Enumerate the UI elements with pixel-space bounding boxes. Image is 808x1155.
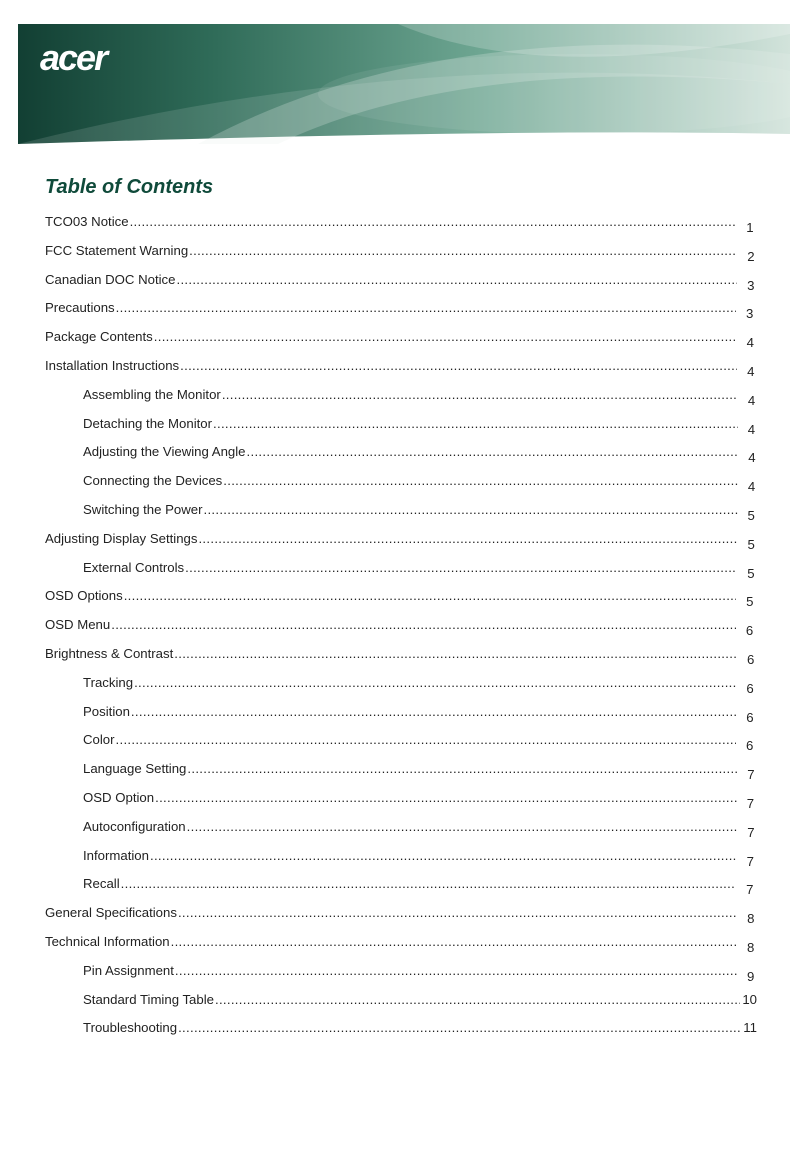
toc-dot-leader (116, 732, 736, 748)
toc-entry[interactable] (45, 819, 757, 848)
toc-entry-page: 6 (746, 680, 754, 696)
toc-entry-page: 7 (746, 795, 755, 811)
toc-entry-page: 3 (747, 277, 755, 293)
toc-entry[interactable] (45, 905, 757, 934)
toc-list (45, 214, 757, 1049)
toc-entry-page: 4 (746, 335, 754, 351)
toc-entry-page: 5 (746, 594, 754, 610)
toc-entry[interactable] (45, 790, 757, 819)
toc-entry[interactable] (45, 675, 757, 704)
toc-entry[interactable] (45, 214, 757, 243)
toc-entry[interactable] (45, 646, 757, 675)
toc-dot-leader (154, 329, 737, 345)
toc-entry-label: Canadian DOC Notice (45, 271, 176, 287)
acer-logo-icon (38, 40, 158, 80)
toc-dot-leader (215, 992, 740, 1008)
toc-entry-page: 5 (747, 536, 755, 552)
toc-entry-label: Pin Assignment (83, 962, 174, 978)
toc-dot-leader (124, 588, 736, 604)
toc-entry-page: 6 (747, 651, 755, 667)
toc-entry-label: External Controls (83, 559, 185, 575)
toc-dot-leader (213, 416, 738, 432)
toc-entry-page: 2 (747, 248, 755, 264)
toc-entry[interactable] (45, 560, 757, 589)
toc-entry-page: 8 (746, 939, 755, 955)
toc-entry-page: 1 (746, 220, 754, 235)
toc-entry[interactable] (45, 992, 757, 1021)
toc-entry-page: 5 (747, 565, 755, 581)
toc-entry-page: 4 (748, 450, 756, 466)
toc-dot-leader (222, 387, 738, 403)
toc-entry-label: Installation Instructions (45, 357, 180, 373)
toc-entry-page: 4 (747, 392, 756, 408)
toc-entry[interactable] (45, 416, 757, 445)
toc-entry-label: Connecting the Devices (83, 473, 223, 489)
toc-entry-label: Brightness & Contrast (45, 645, 174, 661)
toc-entry-label: Assembling the Monitor (83, 386, 221, 402)
toc-entry[interactable] (45, 473, 757, 502)
toc-entry-label: Precautions (45, 300, 115, 316)
toc-dot-leader (171, 934, 737, 950)
toc-entry-page: 4 (747, 363, 755, 379)
toc-entry-label: Recall (83, 876, 120, 892)
toc-entry-page: 7 (747, 767, 755, 783)
toc-entry-label: Autoconfiguration (83, 818, 186, 834)
toc-entry[interactable] (45, 934, 757, 963)
toc-entry[interactable] (45, 502, 757, 531)
toc-dot-leader (116, 300, 736, 316)
toc-entry[interactable] (45, 243, 757, 272)
toc-entry[interactable] (45, 588, 757, 617)
toc-dot-leader (247, 444, 739, 460)
toc-dot-leader (187, 819, 738, 835)
toc-entry-label: Adjusting Display Settings (45, 530, 198, 546)
toc-dot-leader (178, 1020, 741, 1036)
toc-entry-page: 6 (746, 709, 754, 725)
toc-entry-label: TCO03 Notice (45, 214, 129, 229)
toc-entry-label: Information (83, 847, 149, 863)
toc-entry-label: Language Setting (83, 761, 187, 777)
toc-dot-leader (223, 473, 738, 489)
toc-entry[interactable] (45, 387, 757, 416)
toc-dot-leader (198, 531, 737, 547)
toc-dot-leader (176, 272, 737, 288)
toc-entry[interactable] (45, 963, 757, 992)
toc-entry-label: Color (83, 732, 115, 748)
toc-entry-page: 7 (746, 882, 754, 898)
toc-entry[interactable] (45, 761, 757, 790)
toc-entry-page: 6 (746, 738, 754, 754)
toc-entry-page: 6 (745, 623, 754, 639)
toc-entry-label: Standard Timing Table (83, 991, 214, 1007)
toc-entry-label: Package Contents (45, 329, 153, 345)
toc-entry[interactable] (45, 876, 757, 905)
toc-dot-leader (150, 848, 737, 864)
toc-entry-label: OSD Options (45, 588, 123, 604)
toc-entry-page: 8 (747, 911, 755, 927)
toc-entry[interactable] (45, 704, 757, 733)
toc-entry[interactable] (45, 531, 757, 560)
toc-entry-label: General Specifications (45, 905, 177, 921)
page-title: Table of Contents (45, 176, 214, 198)
toc-entry-page: 4 (747, 421, 756, 437)
toc-dot-leader (175, 963, 737, 979)
toc-entry[interactable] (45, 272, 757, 301)
toc-entry-page: 11 (743, 1020, 757, 1036)
toc-dot-leader (178, 905, 737, 921)
toc-entry-page: 3 (746, 306, 754, 322)
toc-entry[interactable] (45, 329, 757, 358)
toc-entry-page: 10 (742, 991, 757, 1007)
toc-entry-label: Technical Information (45, 933, 170, 949)
toc-dot-leader (130, 214, 737, 230)
toc-entry-label: OSD Menu (45, 617, 111, 633)
toc-entry[interactable] (45, 444, 757, 473)
toc-entry-label: Troubleshooting (83, 1020, 178, 1036)
toc-dot-leader (185, 560, 737, 576)
toc-entry-page: 9 (747, 968, 755, 984)
toc-entry-page: 7 (746, 853, 754, 869)
toc-dot-leader (180, 358, 737, 374)
toc-dot-leader (134, 675, 736, 691)
toc-entry[interactable] (45, 848, 757, 877)
toc-dot-leader (203, 502, 737, 518)
toc-entry-label: FCC Statement Warning (45, 242, 189, 258)
toc-dot-leader (111, 617, 736, 633)
toc-entry-label: Switching the Power (83, 501, 203, 517)
toc-dot-leader (131, 704, 736, 720)
toc-entry[interactable] (45, 300, 757, 329)
header-banner (18, 24, 790, 144)
toc-dot-leader (174, 646, 737, 662)
toc-entry-label: OSD Option (83, 789, 155, 805)
toc-entry-label: Position (83, 703, 130, 719)
toc-entry-page: 4 (747, 479, 756, 495)
toc-entry[interactable] (45, 617, 757, 646)
toc-dot-leader (187, 761, 737, 777)
toc-entry[interactable] (45, 732, 757, 761)
toc-entry-page: 5 (747, 507, 755, 523)
toc-entry-page: 7 (747, 824, 755, 840)
toc-dot-leader (121, 876, 736, 892)
toc-entry-label: Adjusting the Viewing Angle (83, 444, 246, 460)
toc-dot-leader (189, 243, 737, 259)
svg-text:acer: acer (40, 40, 107, 78)
toc-entry[interactable] (45, 358, 757, 387)
toc-entry[interactable] (45, 1020, 757, 1049)
toc-entry-label: Detaching the Monitor (83, 415, 213, 431)
toc-entry-label: Tracking (83, 674, 134, 690)
toc-dot-leader (155, 790, 737, 806)
